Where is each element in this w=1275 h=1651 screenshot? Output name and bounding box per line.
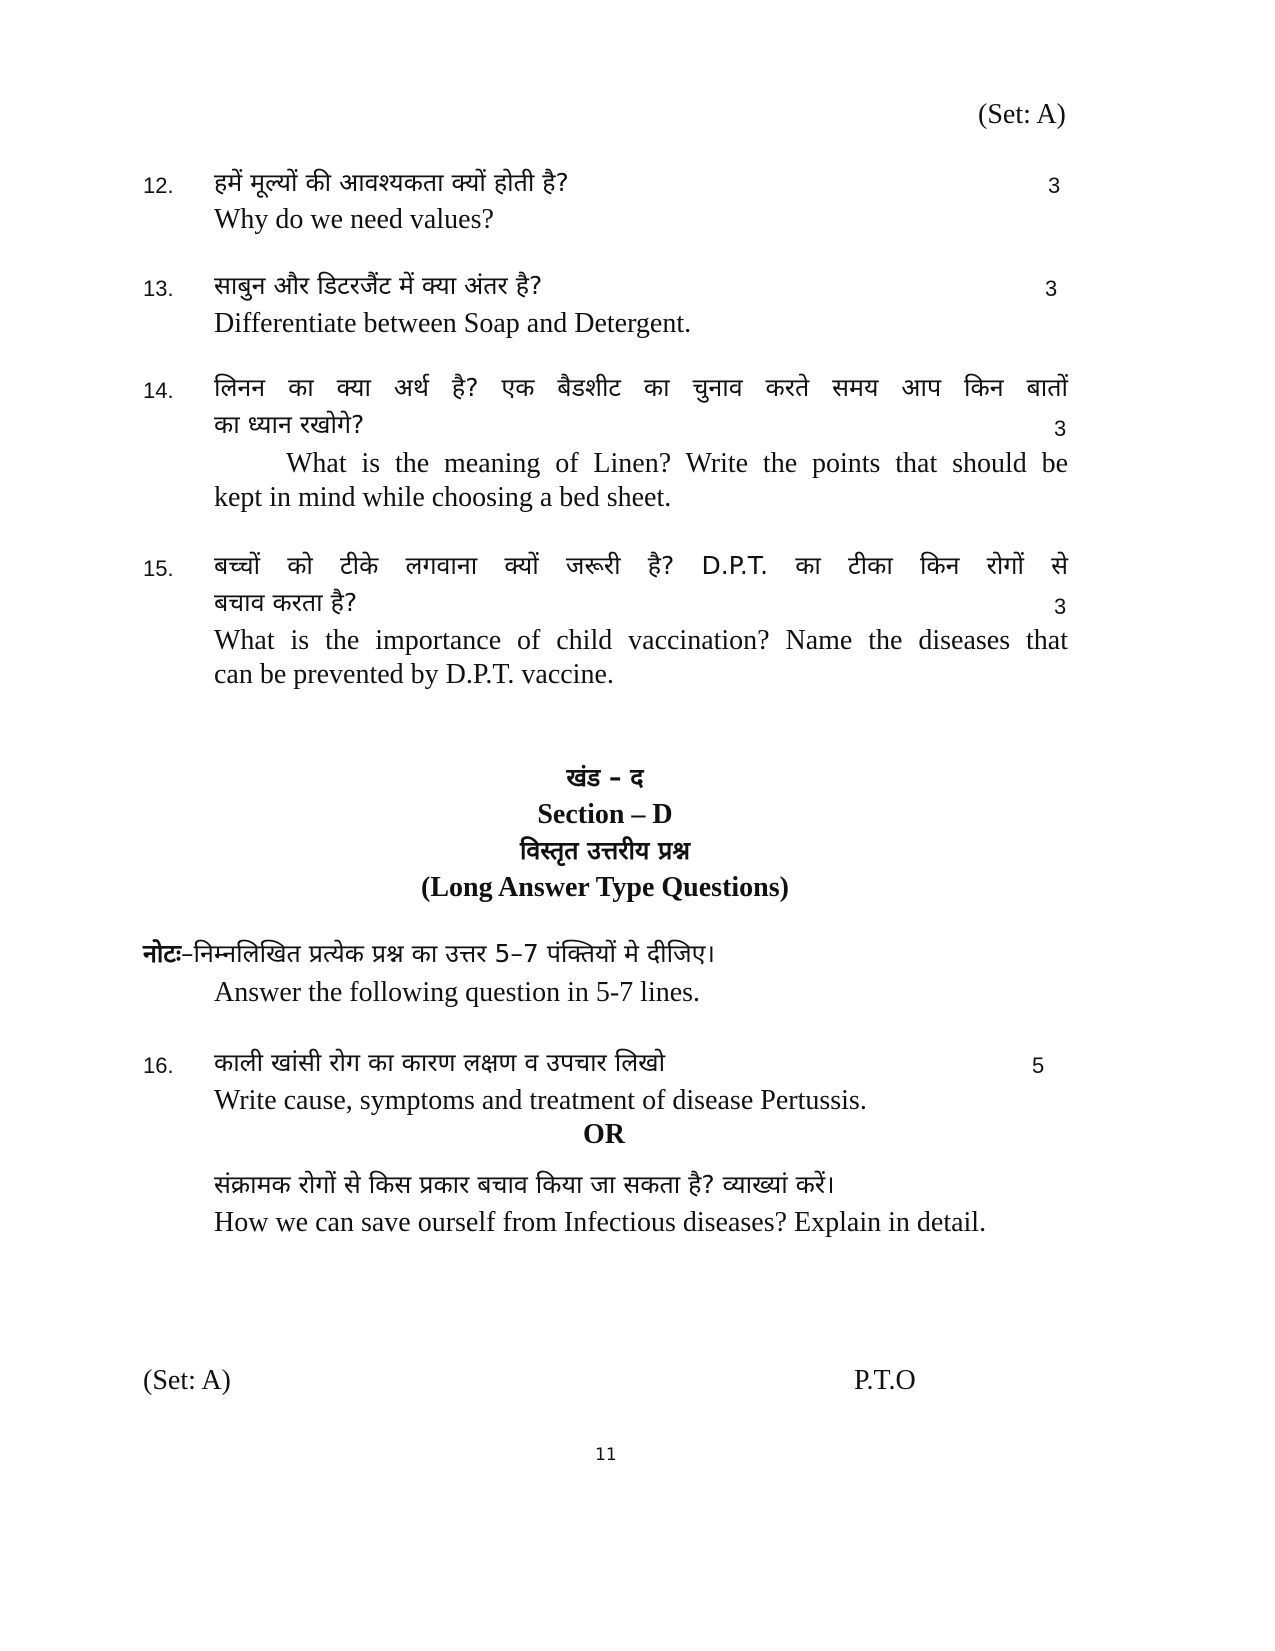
question-number: 16. (143, 1053, 174, 1078)
question-marks: 3 (1054, 594, 1067, 619)
question-number: 14. (143, 378, 174, 403)
note-label: नोटः (143, 939, 182, 968)
question-english: What is the meaning of Linen? Write the points that should be (286, 448, 1068, 479)
question-hindi: लिनन का क्या अर्थ है? एक बैडशीट का चुनाव करते समय आप किन बातों (214, 373, 1068, 402)
set-label-footer: (Set: A) (143, 1365, 231, 1396)
page-number: 11 (595, 1445, 617, 1465)
question-english: Write cause, symptoms and treatment of disease Pertussis. (214, 1085, 867, 1116)
question-english: can be prevented by D.P.T. vaccine. (214, 659, 614, 690)
section-subtitle-hindi: विस्तृत उत्तरीय प्रश्न (519, 836, 691, 865)
question-number: 15. (143, 556, 174, 581)
question-hindi: बचाव करता है? (214, 588, 358, 617)
pto-label: P.T.O (854, 1365, 916, 1396)
question-english: kept in mind while choosing a bed sheet. (214, 482, 672, 513)
question-english-alt: How we can save ourself from Infectious diseases? Explain in detail. (214, 1207, 987, 1238)
question-english: What is the importance of child vaccination? Name the diseases that (214, 625, 1068, 656)
question-marks: 5 (1032, 1053, 1045, 1078)
question-marks: 3 (1045, 276, 1058, 301)
note-text: –निम्नलिखित प्रत्येक प्रश्न का उत्तर 5–7 पंक्तियों मे दीजिए। (181, 939, 715, 968)
question-hindi: का ध्यान रखोगे? (214, 410, 365, 439)
question-number: 13. (143, 276, 174, 301)
question-marks: 3 (1054, 416, 1067, 441)
section-subtitle: (Long Answer Type Questions) (421, 872, 789, 903)
question-marks: 3 (1048, 173, 1061, 198)
set-label-top: (Set: A) (978, 99, 1066, 130)
section-title-hindi: खंड – द (566, 763, 644, 792)
section-title: Section – D (537, 799, 673, 830)
question-english: Why do we need values? (214, 204, 494, 235)
or-separator: OR (583, 1119, 625, 1150)
note-hindi (143, 941, 715, 966)
question-number: 12. (143, 173, 174, 198)
question-hindi: हमें मूल्यों की आवश्यकता क्यों होती है? (214, 168, 569, 197)
question-english: Differentiate between Soap and Detergent. (214, 308, 692, 339)
question-hindi: काली खांसी रोग का कारण लक्षण व उपचार लिखो (214, 1048, 666, 1077)
question-hindi: साबुन और डिटरजैंट में क्या अंतर है? (214, 271, 543, 300)
question-hindi: बच्चों को टीके लगवाना क्यों जरूरी है? D.P.T. का टीका किन रोगों से (214, 551, 1068, 580)
note-english: Answer the following question in 5-7 lines. (214, 977, 701, 1008)
question-hindi-alt: संक्रामक रोगों से किस प्रकार बचाव किया जा सकता है? व्याख्यां करें। (214, 1170, 835, 1199)
